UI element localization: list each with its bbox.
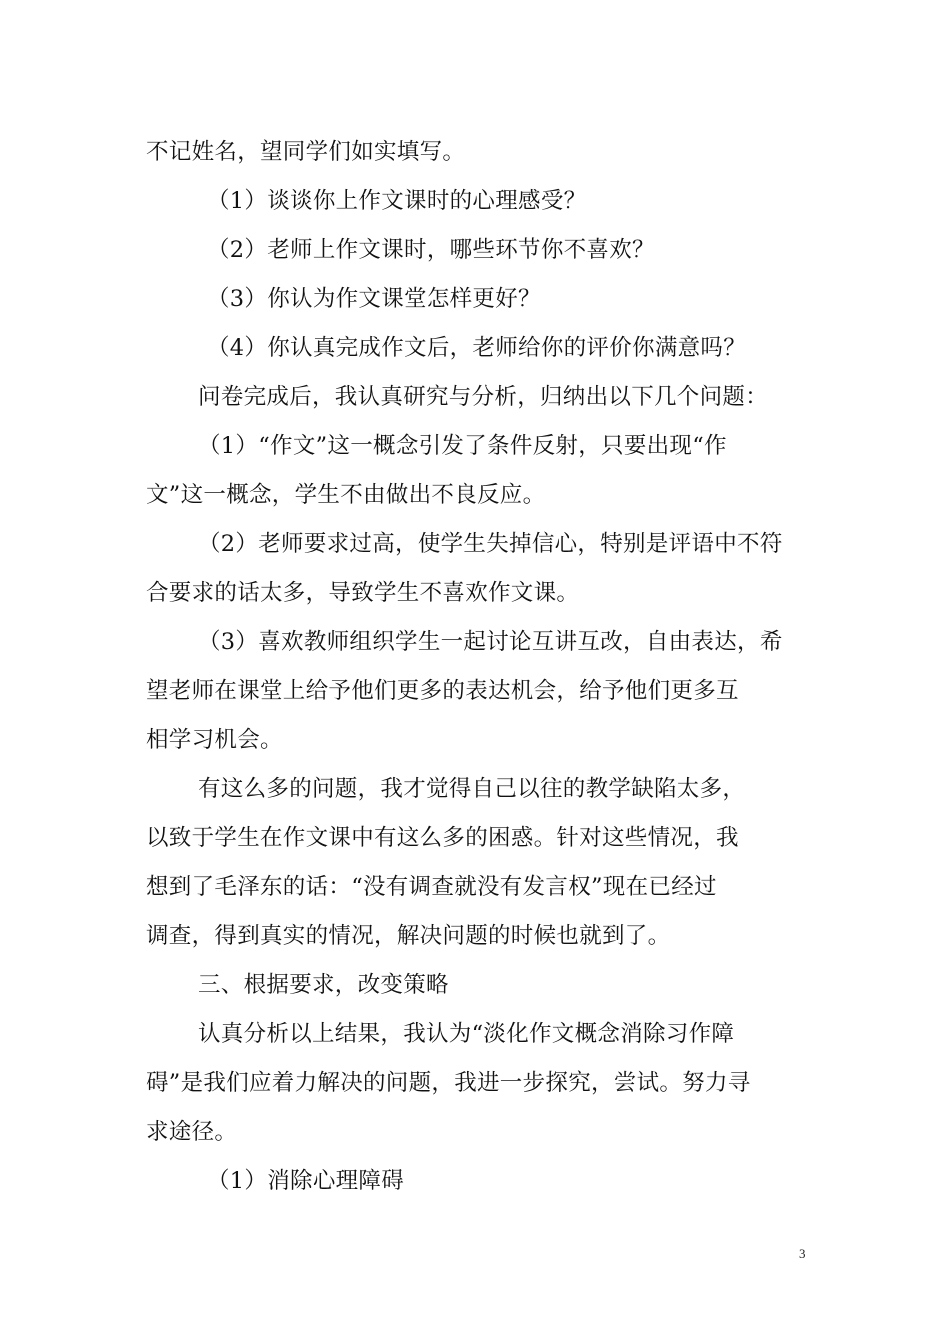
finding-1: （1）“作文”这一概念引发了条件反射，只要出现“作 [198, 433, 727, 459]
subsection-heading: （1）消除心理障碍 [207, 1168, 405, 1194]
text-line: 有这么多的问题，我才觉得自己以往的教学缺陷太多， [198, 776, 746, 802]
survey-question-4: （4）你认真完成作文后，老师给你的评价你满意吗？ [207, 335, 747, 361]
section-heading: 三、根据要求，改变策略 [198, 972, 449, 998]
body-text [146, 128, 810, 1206]
text-line: 求途径。 [146, 1119, 238, 1145]
text-line: 相学习机会。 [146, 727, 283, 753]
survey-question-3: （3）你认为作文课堂怎样更好？ [207, 286, 541, 312]
text-line: 文”这一概念，学生不由做出不良反应。 [146, 482, 546, 508]
text-line: 不记姓名，望同学们如实填写。 [146, 139, 466, 165]
text-line: 想到了毛泽东的话：“没有调查就没有发言权”现在已经过 [146, 874, 717, 900]
page-number: 3 [799, 1246, 806, 1261]
text-line: 调查，得到真实的情况，解决问题的时候也就到了。 [146, 923, 671, 949]
finding-2: （2）老师要求过高，使学生失掉信心，特别是评语中不符 [198, 531, 783, 557]
survey-question-1: （1）谈谈你上作文课时的心理感受？ [207, 188, 587, 214]
text-line: 望老师在课堂上给予他们更多的表达机会，给予他们更多互 [146, 678, 739, 704]
text-line: 问卷完成后，我认真研究与分析，归纳出以下几个问题： [198, 384, 769, 410]
text-line: 合要求的话太多，导致学生不喜欢作文课。 [146, 580, 580, 606]
text-line: 认真分析以上结果，我认为“淡化作文概念消除习作障 [198, 1021, 735, 1047]
text-line: 碍”是我们应着力解决的问题，我进一步探究，尝试。努力寻 [146, 1070, 751, 1096]
text-line: 以致于学生在作文课中有这么多的困惑。针对这些情况，我 [146, 825, 739, 851]
finding-3: （3）喜欢教师组织学生一起讨论互讲互改，自由表达，希 [198, 629, 783, 655]
survey-question-2: （2）老师上作文课时，哪些环节你不喜欢？ [207, 237, 655, 263]
